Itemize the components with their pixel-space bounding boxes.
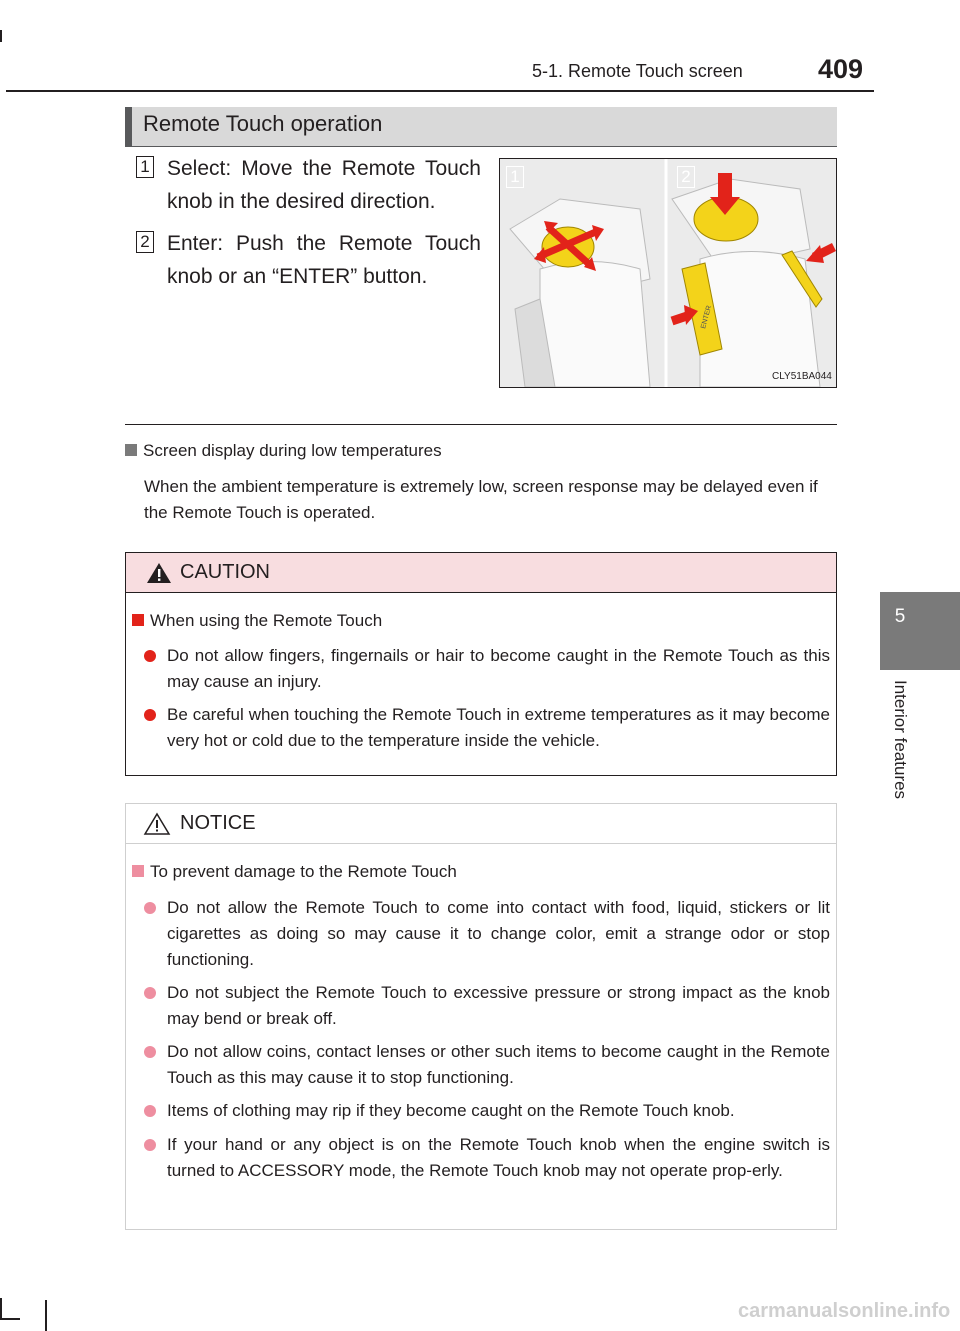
notice-bullet: Do not subject the Remote Touch to excessive pressure or strong impact as the knob may bend or break off. [144,980,830,1032]
bullet-dot-icon [144,902,156,914]
caution-bullet: Be careful when touching the Remote Touch in extreme temperatures as it may become very hot or cold due to the temperature inside the vehicle. [144,702,830,754]
notice-subheading: To prevent damage to the Remote Touch [132,862,457,882]
section-underline [125,146,837,147]
bullet-dot-icon [144,709,156,721]
bullet-dot-icon [144,650,156,662]
page-number: 409 [818,54,864,84]
crop-mark [0,30,2,42]
chapter-tab [880,592,960,670]
remote-touch-console-image [500,159,836,387]
watermark: carmanualsonline.info [738,1300,951,1322]
warning-outline-icon [143,812,171,836]
step-2-text: Enter: Push the Remote Touch knob or an “ENTER” button. [167,232,481,288]
notice-title: NOTICE [180,812,256,834]
info-rule [125,424,837,425]
notice-bullet: If your hand or any object is on the Remote Touch knob when the engine switch is turned to ACCESSORY mode, the Remote Touch knob may not operate prop-erly. [144,1132,830,1210]
bullet-dot-icon [144,987,156,999]
bullet-dot-icon [144,1046,156,1058]
crop-mark [45,1300,47,1331]
notice-box [125,803,837,1230]
figure-label-1: 1 [506,166,524,188]
crop-mark [0,1318,20,1320]
caution-title: CAUTION [180,561,270,583]
figure-code: CLY51BA044 [772,371,832,382]
header-rule [6,90,874,92]
warning-triangle-icon [146,562,172,584]
bullet-dot-icon [144,1139,156,1151]
crop-mark [0,1298,2,1318]
notice-bullet: Do not allow the Remote Touch to come into contact with food, liquid, stickers or lit cigarettes as doing so may cause it to change color, emit a strange odor or stop functioning. [144,895,830,973]
remote-touch-illustration [499,158,837,388]
step-number-1: 1 [136,156,154,178]
step-1-text: Select: Move the Remote Touch knob in the desired direction. [167,157,481,213]
chapter-title: Interior features [891,680,910,800]
chapter-number: 5 [894,606,906,627]
info-body: When the ambient temperature is extremely low, screen response may be delayed even if the Remote Touch is operated. [144,477,818,522]
square-bullet-icon [132,865,144,877]
bullet-dot-icon [144,1105,156,1117]
info-heading: Screen display during low temperatures [125,441,442,461]
svg-text:ENTER: ENTER [700,304,714,330]
caution-subheading: When using the Remote Touch [132,611,382,631]
running-head: 5-1. Remote Touch screen [532,61,743,81]
caution-box [125,552,837,776]
notice-bullet: Items of clothing may rip if they become caught on the Remote Touch knob. [144,1098,830,1124]
section-title: Remote Touch operation [143,111,383,136]
caution-bullet: Do not allow fingers, fingernails or hair to become caught in the Remote Touch as this may cause an injury. [144,643,830,695]
figure-label-2: 2 [677,166,695,188]
notice-bullet: Do not allow coins, contact lenses or other such items to become caught in the Remote Touch as this may cause it to stop functioning. [144,1039,830,1091]
square-bullet-icon [125,444,137,456]
square-bullet-icon [132,614,144,626]
step-number-2: 2 [136,231,154,253]
